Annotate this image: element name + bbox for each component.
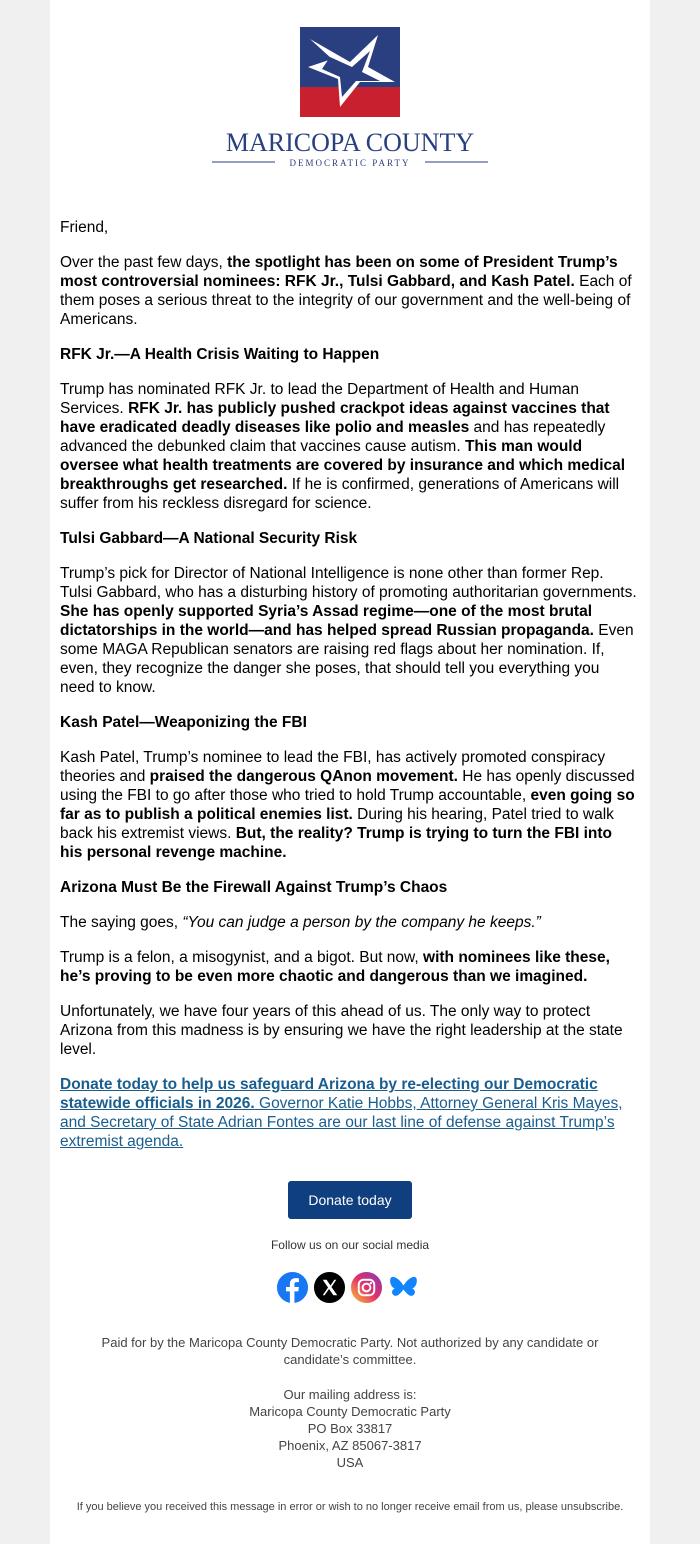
mailing-label: Our mailing address is: bbox=[283, 1387, 417, 1402]
four-years-paragraph: Unfortunately, we have four years of this ahead of us. The only way to protect Arizona from this madness is by ensuring we have the right leadership at the state level. bbox=[60, 1003, 623, 1058]
follow-text: Follow us on our social media bbox=[270, 1238, 430, 1252]
paid-for-text: Paid for by the Maricopa County Democratic Party. Not authorized by any candidate or candidate’s committee. bbox=[101, 1335, 599, 1367]
social-icons bbox=[276, 1271, 424, 1307]
trump-paragraph: Trump is a felon, a misogynist, and a bigot. But now, with nominees like these, he’s proving to be even more chaotic and dangerous than we imagined. bbox=[60, 949, 610, 985]
email-card bbox=[50, 0, 650, 1544]
instagram-icon[interactable] bbox=[350, 1271, 383, 1304]
logo-subtitle: DEMOCRATIC PARTY bbox=[289, 158, 411, 167]
rfk-heading: RFK Jr.—A Health Crisis Waiting to Happen bbox=[60, 346, 380, 363]
donate-link[interactable]: Donate today to help us safeguard Arizona by re-electing our Democratic statewide officials in 2026. Governor Katie Hobbs, Attorney General Kris Mayes, and Secretary of State Adrian Fontes are our last line of defense against Trump’s extremist agenda. bbox=[60, 1076, 623, 1150]
saying-paragraph: The saying goes, “You can judge a person by the company he keeps.” bbox=[60, 914, 541, 931]
mailing-country: USA bbox=[336, 1455, 364, 1470]
x-icon[interactable] bbox=[313, 1271, 346, 1304]
mailing-address bbox=[70, 1386, 630, 1471]
intro-paragraph: Over the past few days, the spotlight has been on some of President Trump’s most controversial nominees: RFK Jr., Tulsi Gabbard, and Kash Patel. Each of them poses a serious threat to the integrity of our government and the well-being of Americans. bbox=[60, 254, 632, 328]
arizona-heading: Arizona Must Be the Firewall Against Trump’s Chaos bbox=[60, 879, 448, 896]
mailing-city: Phoenix, AZ 85067-3817 bbox=[278, 1438, 422, 1453]
mailing-org: Maricopa County Democratic Party bbox=[249, 1404, 451, 1419]
gabbard-paragraph: Trump’s pick for Director of National Intelligence is none other than former Rep. Tulsi Gabbard, who has a disturbing history of promoting authoritarian governments. She has openly supported Syria’s Assad regime—one of the most brutal dictatorships in the world—and has helped spread Russian propaganda. Even some MAGA Republican senators are raising red flags about her nomination. If, even, they recognize the danger she poses, that should tell you everything you need to know. bbox=[60, 565, 637, 696]
facebook-icon[interactable] bbox=[276, 1271, 309, 1304]
mailing-po: PO Box 33817 bbox=[307, 1421, 393, 1436]
greeting: Friend, bbox=[60, 219, 109, 236]
gabbard-heading: Tulsi Gabbard—A National Security Risk bbox=[60, 530, 358, 547]
party-logo bbox=[200, 27, 500, 167]
rfk-paragraph: Trump has nominated RFK Jr. to lead the Department of Health and Human Services. RFK Jr. has publicly pushed crackpot ideas against vaccines that have eradicated deadly diseases like polio and measles and has repeatedly advanced the debunked claim that vaccines cause autism. This man would oversee what health treatments are covered by insurance and which medical breakthroughs get researched. If he is confirmed, generations of Americans will suffer from his reckless disregard for science. bbox=[60, 381, 626, 512]
unsubscribe-text[interactable]: If you believe you received this message in error or wish to no longer receive email from us, please unsubscribe. bbox=[76, 1501, 624, 1513]
bluesky-icon[interactable] bbox=[387, 1271, 420, 1304]
patel-heading: Kash Patel—Weaponizing the FBI bbox=[60, 714, 307, 731]
logo-title: MARICOPA COUNTY bbox=[225, 128, 475, 157]
email-body bbox=[60, 218, 638, 1167]
patel-paragraph: Kash Patel, Trump’s nominee to lead the FBI, has actively promoted conspiracy theories and praised the dangerous QAnon movement. He has openly discussed using the FBI to go after those who tried to hold Trump accountable, even going so far as to publish a political enemies list. During his hearing, Patel tried to walk back his extremist views. But, the reality? Trump is trying to turn the FBI into his personal revenge machine. bbox=[60, 749, 635, 861]
donate-button[interactable]: Donate today bbox=[288, 1181, 412, 1219]
